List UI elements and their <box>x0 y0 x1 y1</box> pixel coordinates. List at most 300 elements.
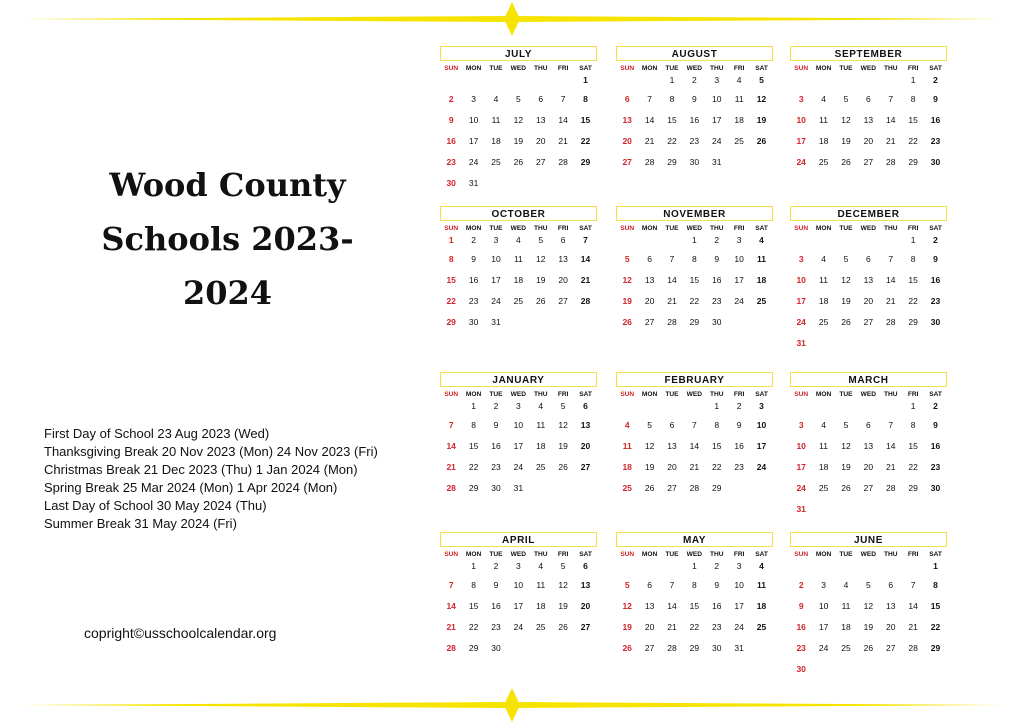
day-cell: 10 <box>734 580 744 590</box>
day-cell: 9 <box>736 420 742 430</box>
day-cell: 23 <box>689 136 700 146</box>
day-cell: 3 <box>821 580 826 590</box>
day-cell: 15 <box>667 115 677 125</box>
day-names-row <box>440 547 597 560</box>
day-cell: 17 <box>756 441 767 451</box>
day-cell: 3 <box>714 75 720 85</box>
day-name: MON <box>815 391 832 398</box>
week-row <box>616 600 773 621</box>
day-cell: 12 <box>863 601 874 611</box>
day-cell: 3 <box>798 420 804 430</box>
day-cell <box>857 560 879 579</box>
week-row <box>616 560 773 579</box>
day-cell: 27 <box>580 622 591 632</box>
day-cell: 23 <box>446 157 456 167</box>
week-row <box>440 234 597 253</box>
month-name: AUGUST <box>616 46 773 61</box>
day-cell: 30 <box>468 317 479 327</box>
day-cell: 25 <box>513 296 524 306</box>
day-cell <box>790 560 812 579</box>
day-cell: 2 <box>448 94 454 104</box>
day-cell: 3 <box>736 561 742 571</box>
day-name: THU <box>533 225 548 232</box>
day-cell: 18 <box>756 275 767 285</box>
day-cell: 9 <box>471 254 476 264</box>
week-row <box>440 400 597 419</box>
day-name: FRI <box>907 391 919 398</box>
day-name: SAT <box>755 65 768 72</box>
day-cell <box>857 503 879 524</box>
day-cell <box>880 560 902 579</box>
title-line: Schools 2023- <box>101 220 354 258</box>
day-cell <box>638 560 660 579</box>
day-cell: 29 <box>689 643 700 653</box>
day-cell: 2 <box>714 235 720 245</box>
month-calendar-august <box>616 46 773 177</box>
day-cell: 25 <box>536 462 546 472</box>
day-cell <box>835 234 857 253</box>
day-name: SUN <box>620 391 635 398</box>
day-name: TUE <box>839 391 853 398</box>
day-cell: 24 <box>796 317 806 327</box>
day-cell: 30 <box>491 483 501 493</box>
day-cell <box>812 503 834 524</box>
day-cell <box>530 316 552 337</box>
day-name: MON <box>465 225 482 232</box>
day-cell: 12 <box>536 254 546 264</box>
day-cell <box>835 337 857 358</box>
day-cell: 24 <box>818 643 829 653</box>
month-name: NOVEMBER <box>616 206 773 221</box>
day-cell: 22 <box>446 296 456 306</box>
day-cell: 24 <box>491 296 501 306</box>
day-cell: 26 <box>513 157 524 167</box>
day-name: MON <box>641 65 658 72</box>
day-cell: 30 <box>491 643 501 653</box>
day-cell: 12 <box>622 275 632 285</box>
month-calendar-january <box>440 372 597 503</box>
day-cell: 17 <box>513 441 524 451</box>
day-cell: 12 <box>558 580 568 590</box>
month-calendar-february <box>616 372 773 503</box>
day-cell: 6 <box>888 580 894 590</box>
day-cell: 11 <box>819 441 828 451</box>
day-cell <box>661 400 683 419</box>
day-cell: 15 <box>468 441 479 451</box>
day-cell: 8 <box>910 420 916 430</box>
day-name: THU <box>883 391 898 398</box>
month-name: JULY <box>440 46 597 61</box>
day-cell: 21 <box>667 622 677 632</box>
day-name: FRI <box>557 225 569 232</box>
day-cell <box>728 316 750 337</box>
day-cell: 4 <box>736 75 742 85</box>
day-cell: 13 <box>536 115 546 125</box>
day-cell <box>750 156 772 177</box>
month-name: APRIL <box>440 532 597 547</box>
day-cell <box>440 400 462 419</box>
event-item: Spring Break 25 Mar 2024 (Mon) 1 Apr 2024 (Mon) <box>44 480 338 495</box>
week-row <box>616 642 773 663</box>
month-calendar-june <box>790 532 947 684</box>
event-item: Summer Break 31 May 2024 (Fri) <box>44 516 237 531</box>
day-cell: 2 <box>933 235 938 245</box>
day-cell: 9 <box>798 601 804 611</box>
day-cell: 19 <box>863 622 874 632</box>
day-cell: 13 <box>644 275 655 285</box>
day-cell: 13 <box>886 601 896 611</box>
day-cell: 4 <box>493 94 499 104</box>
day-cell: 3 <box>471 94 476 104</box>
month-calendar-july <box>440 46 597 198</box>
day-cell: 6 <box>647 580 652 590</box>
day-cell: 8 <box>910 94 916 104</box>
day-cell: 19 <box>622 622 632 632</box>
week-row <box>440 93 597 114</box>
day-cell: 8 <box>471 580 476 590</box>
day-cell: 25 <box>491 157 501 167</box>
day-name: WED <box>860 65 877 72</box>
day-cell: 24 <box>468 157 479 167</box>
day-cell: 9 <box>933 254 938 264</box>
day-cell: 26 <box>756 136 767 146</box>
day-cell <box>574 642 596 663</box>
week-row <box>440 419 597 440</box>
day-cell: 1 <box>583 75 588 85</box>
week-row <box>616 400 773 419</box>
day-cell: 25 <box>818 483 829 493</box>
day-cell: 9 <box>933 420 938 430</box>
day-cell: 3 <box>798 94 804 104</box>
day-cell: 25 <box>841 643 851 653</box>
month-name: SEPTEMBER <box>790 46 947 61</box>
day-cell: 18 <box>818 136 829 146</box>
week-row <box>790 503 947 524</box>
day-cell: 17 <box>513 601 524 611</box>
day-cell: 10 <box>796 441 806 451</box>
day-cell: 16 <box>930 275 941 285</box>
day-cell: 24 <box>712 136 722 146</box>
day-cell: 28 <box>446 483 456 493</box>
day-cell: 31 <box>796 338 806 348</box>
week-row <box>616 440 773 461</box>
day-cell: 22 <box>468 622 479 632</box>
day-cell: 23 <box>468 296 479 306</box>
day-name: SAT <box>755 391 768 398</box>
day-cell: 17 <box>491 275 501 285</box>
day-cell: 26 <box>841 317 851 327</box>
day-cell: 28 <box>558 157 568 167</box>
day-cell: 2 <box>493 561 499 571</box>
day-cell: 26 <box>536 296 546 306</box>
day-cell: 1 <box>910 75 916 85</box>
day-cell: 15 <box>908 115 918 125</box>
day-cell: 1 <box>692 561 697 571</box>
month-name: MAY <box>616 532 773 547</box>
week-row <box>616 316 773 337</box>
month-calendar-november <box>616 206 773 337</box>
day-cell: 27 <box>622 157 632 167</box>
day-cell: 15 <box>468 601 479 611</box>
day-cell: 18 <box>536 601 546 611</box>
day-cell: 16 <box>930 441 941 451</box>
day-cell: 7 <box>583 235 588 245</box>
day-cell <box>835 400 857 419</box>
day-names-row <box>440 387 597 400</box>
day-name: WED <box>510 551 527 558</box>
day-cell: 29 <box>712 483 722 493</box>
day-name: MON <box>641 225 658 232</box>
day-cell: 7 <box>888 94 894 104</box>
week-row <box>616 295 773 316</box>
day-name: FRI <box>557 551 569 558</box>
day-name: FRI <box>557 391 569 398</box>
day-names-row <box>790 547 947 560</box>
day-cell: 13 <box>558 254 568 264</box>
day-cell: 14 <box>667 601 677 611</box>
day-cell: 11 <box>819 115 828 125</box>
week-row <box>790 93 947 114</box>
day-cell: 16 <box>468 275 479 285</box>
day-cell: 21 <box>580 275 591 285</box>
day-cell: 4 <box>759 561 764 571</box>
day-cell: 5 <box>647 420 652 430</box>
day-cell: 15 <box>689 275 700 285</box>
day-cell: 17 <box>468 136 479 146</box>
day-cell <box>638 234 660 253</box>
day-name: TUE <box>839 65 853 72</box>
week-row <box>790 337 947 358</box>
day-cell: 20 <box>667 462 677 472</box>
week-row <box>790 600 947 621</box>
day-cell: 3 <box>516 561 521 571</box>
day-names-row <box>790 387 947 400</box>
day-cell: 11 <box>734 94 744 104</box>
day-cell: 5 <box>624 254 630 264</box>
day-cell <box>552 316 574 337</box>
day-cell: 16 <box>446 136 456 146</box>
day-cell: 7 <box>888 254 894 264</box>
day-cell: 2 <box>933 401 938 411</box>
day-cell: 6 <box>583 561 588 571</box>
month-calendar-april <box>440 532 597 663</box>
day-cell: 18 <box>513 275 524 285</box>
day-cell: 18 <box>491 136 501 146</box>
day-name: THU <box>709 391 724 398</box>
day-cell: 22 <box>712 462 722 472</box>
day-cell: 8 <box>692 254 697 264</box>
day-cell: 28 <box>886 157 896 167</box>
day-cell: 21 <box>886 136 896 146</box>
day-cell <box>552 642 574 663</box>
week-row <box>790 621 947 642</box>
week-row <box>790 400 947 419</box>
day-name: TUE <box>665 65 679 72</box>
event-item: Christmas Break 21 Dec 2023 (Thu) 1 Jan 2024 (Mon) <box>44 462 358 477</box>
day-cell: 27 <box>886 643 896 653</box>
day-cell: 14 <box>558 115 568 125</box>
day-cell: 30 <box>712 643 722 653</box>
day-cell <box>552 74 574 93</box>
day-cell <box>880 503 902 524</box>
day-cell: 27 <box>863 483 874 493</box>
day-cell: 22 <box>930 622 941 632</box>
day-cell: 13 <box>863 115 874 125</box>
day-cell: 20 <box>644 622 655 632</box>
day-cell: 22 <box>908 296 918 306</box>
day-cell: 24 <box>513 622 524 632</box>
day-cell: 8 <box>669 94 675 104</box>
day-cell: 7 <box>560 94 566 104</box>
day-cell <box>507 642 529 663</box>
day-cell: 6 <box>560 235 566 245</box>
week-row <box>616 135 773 156</box>
day-cell: 30 <box>930 157 941 167</box>
day-name: TUE <box>489 225 503 232</box>
day-cell: 5 <box>843 254 849 264</box>
day-cell: 1 <box>471 561 476 571</box>
day-cell: 15 <box>712 441 722 451</box>
day-cell <box>638 74 660 93</box>
day-name: SUN <box>794 391 809 398</box>
day-name: FRI <box>907 225 919 232</box>
day-cell: 14 <box>689 441 700 451</box>
day-cell <box>616 74 638 93</box>
day-name: FRI <box>733 225 745 232</box>
day-cell: 27 <box>667 483 677 493</box>
day-name: SAT <box>755 225 768 232</box>
week-row <box>790 440 947 461</box>
month-name: FEBRUARY <box>616 372 773 387</box>
day-cell: 27 <box>644 317 655 327</box>
day-cell: 22 <box>908 462 918 472</box>
day-cell: 28 <box>886 483 896 493</box>
day-cell: 20 <box>536 136 546 146</box>
week-row <box>440 135 597 156</box>
day-cell: 2 <box>736 401 742 411</box>
day-cell: 19 <box>841 136 851 146</box>
day-cell: 14 <box>886 275 896 285</box>
week-row <box>616 114 773 135</box>
day-name: MON <box>815 225 832 232</box>
day-cell: 22 <box>468 462 479 472</box>
day-name: WED <box>686 65 703 72</box>
day-name: SAT <box>929 225 942 232</box>
day-cell: 1 <box>669 75 675 85</box>
week-row <box>616 156 773 177</box>
day-cell: 2 <box>471 235 476 245</box>
day-cell: 24 <box>734 296 744 306</box>
week-row <box>616 274 773 295</box>
day-cell: 20 <box>580 601 591 611</box>
day-cell: 26 <box>863 643 874 653</box>
day-cell: 7 <box>692 420 697 430</box>
day-cell: 11 <box>757 254 767 264</box>
day-cell: 28 <box>667 317 677 327</box>
week-row <box>440 295 597 316</box>
day-cell: 27 <box>644 643 655 653</box>
day-cell: 28 <box>689 483 700 493</box>
day-name: SUN <box>794 551 809 558</box>
day-name: THU <box>883 65 898 72</box>
day-name: SUN <box>794 225 809 232</box>
day-cell: 5 <box>624 580 630 590</box>
day-names-row <box>790 221 947 234</box>
day-name: FRI <box>733 391 745 398</box>
day-cell: 18 <box>818 462 829 472</box>
day-cell: 30 <box>796 664 806 674</box>
day-cell: 8 <box>471 420 476 430</box>
day-cell: 11 <box>757 580 767 590</box>
day-cell: 7 <box>448 420 454 430</box>
day-cell: 29 <box>908 317 918 327</box>
day-cell <box>574 482 596 503</box>
day-name: SAT <box>579 551 592 558</box>
day-cell: 2 <box>493 401 499 411</box>
day-cell: 2 <box>692 75 697 85</box>
day-cell: 28 <box>580 296 591 306</box>
month-calendar-october <box>440 206 597 337</box>
day-cell: 22 <box>689 296 700 306</box>
day-cell: 24 <box>734 622 744 632</box>
day-cell: 10 <box>491 254 501 264</box>
day-names-row <box>440 61 597 74</box>
week-row <box>440 560 597 579</box>
day-cell <box>857 400 879 419</box>
day-names-row <box>616 61 773 74</box>
day-cell: 4 <box>843 580 849 590</box>
day-cell <box>790 234 812 253</box>
week-row <box>790 74 947 93</box>
day-cell: 19 <box>622 296 632 306</box>
day-name: MON <box>641 551 658 558</box>
day-cell <box>924 663 946 684</box>
day-cell: 26 <box>558 622 568 632</box>
day-cell <box>507 316 529 337</box>
day-name: WED <box>510 391 527 398</box>
day-cell: 11 <box>536 580 546 590</box>
day-cell: 13 <box>667 441 677 451</box>
day-name: WED <box>510 225 527 232</box>
day-cell <box>880 663 902 684</box>
event-item: First Day of School 23 Aug 2023 (Wed) <box>44 426 270 441</box>
week-row <box>790 234 947 253</box>
day-cell: 11 <box>513 254 523 264</box>
day-cell: 5 <box>843 420 849 430</box>
day-cell <box>880 234 902 253</box>
day-cell: 18 <box>536 441 546 451</box>
day-cell <box>530 642 552 663</box>
day-name: WED <box>860 391 877 398</box>
day-cell: 22 <box>908 136 918 146</box>
day-cell: 29 <box>446 317 456 327</box>
day-cell: 28 <box>908 643 918 653</box>
day-name: MON <box>815 551 832 558</box>
day-cell <box>530 177 552 198</box>
month-calendar-september <box>790 46 947 177</box>
day-cell: 25 <box>734 136 744 146</box>
day-cell: 14 <box>446 601 456 611</box>
day-cell: 24 <box>756 462 767 472</box>
day-name: SUN <box>444 391 459 398</box>
week-row <box>790 114 947 135</box>
day-cell: 4 <box>821 420 826 430</box>
day-cell: 2 <box>714 561 720 571</box>
day-name: THU <box>533 391 548 398</box>
day-names-row <box>616 387 773 400</box>
day-cell: 6 <box>624 94 630 104</box>
day-name: TUE <box>665 225 679 232</box>
